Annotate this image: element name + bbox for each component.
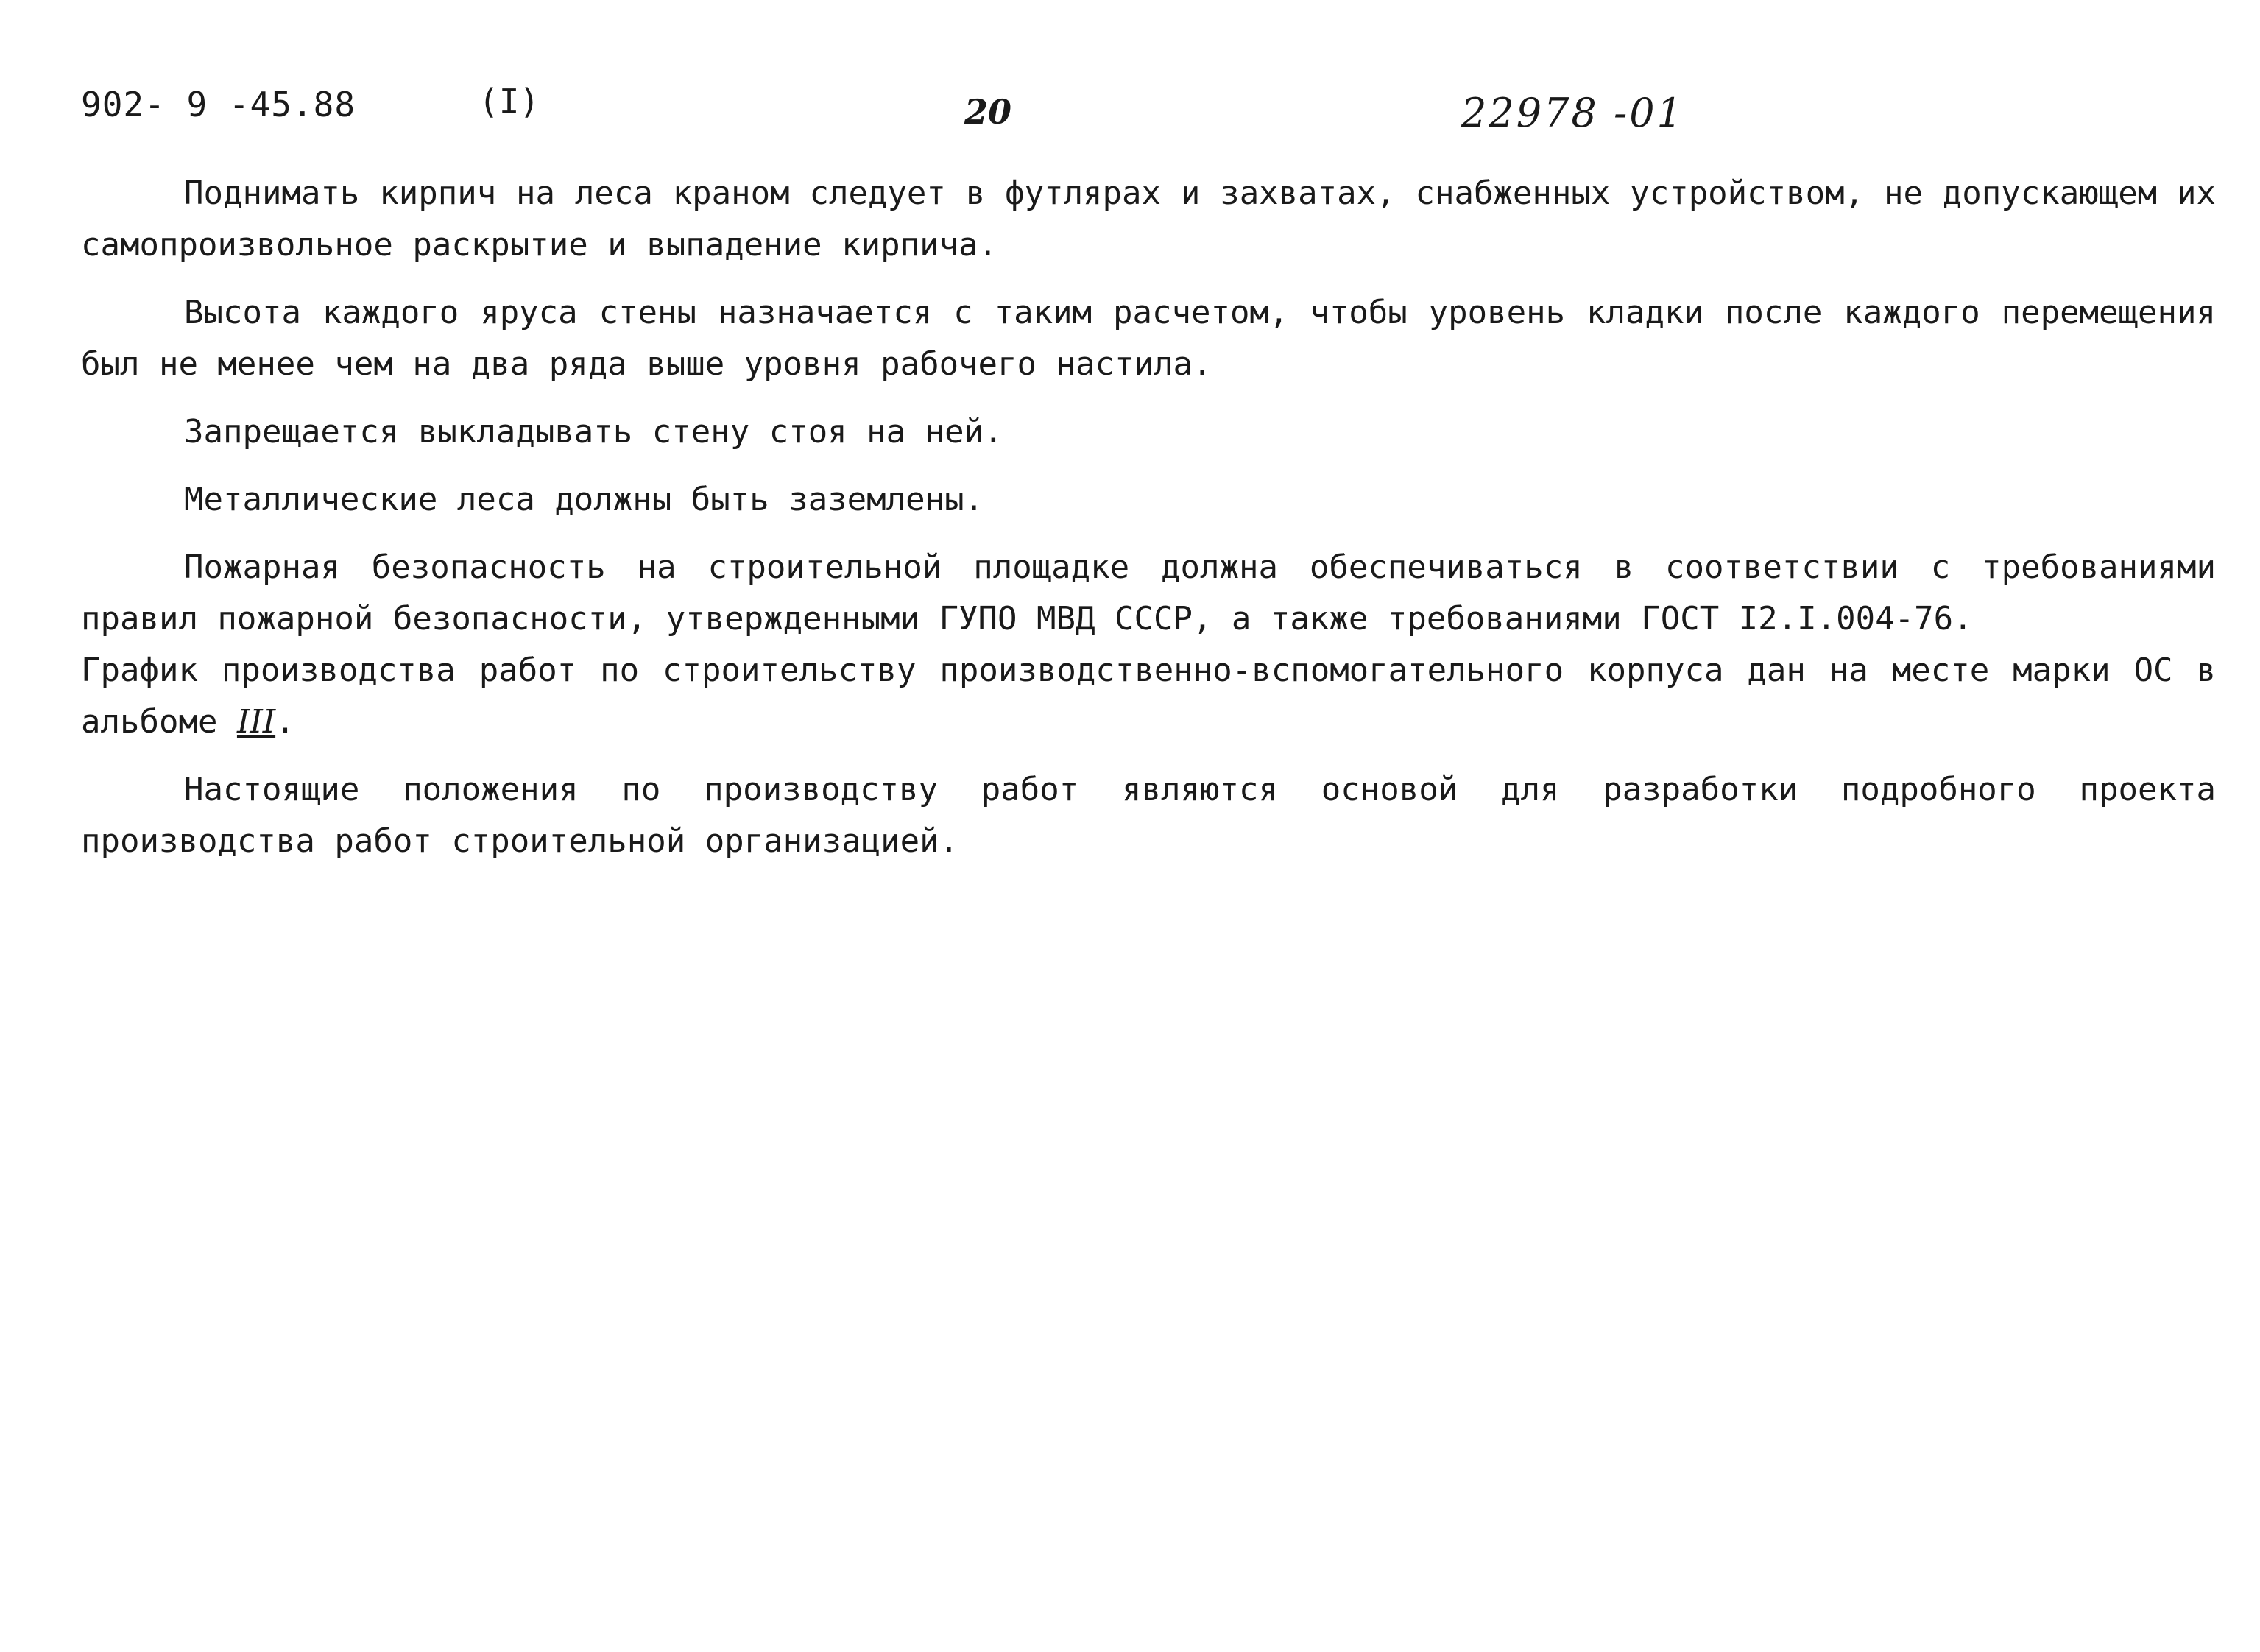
volume-number: (I): [479, 82, 540, 121]
document-body: [81, 168, 2216, 883]
paragraph-wall-tier-height: Высота каждого яруса стены назначается с таким расчетом, чтобы уровень кладки после каждого перемещения был не менее чем на два ряда выше уровня рабочего настила.: [81, 294, 2216, 383]
schedule-end: .: [275, 703, 295, 741]
paragraph-fire-safety: [81, 542, 2216, 645]
schedule-text: График производства работ по строительству производственно-вспомогательного корпуса дан на месте марки ОС в альбоме: [81, 652, 2216, 741]
paragraph-work-basis: Настоящие положения по производству работ являются основой для разработки подробного проекта производства работ строительной организацией.: [81, 771, 2216, 860]
page-number: 20: [964, 92, 1012, 132]
paragraph-work-schedule: [81, 645, 2216, 748]
fire-safety-text: Пожарная безопасность на строительной площадке должна обеспечиваться в соответствии с требованиями правил пожарной безопасности, утвержденными ГУПО МВД СССР, а также требованиями ГОСТ I2.I.004-76.: [81, 548, 2216, 638]
paragraph-wall-prohibition: Запрещается выкладывать стену стоя на ней.: [184, 413, 1003, 451]
album-reference: III: [236, 703, 276, 741]
paragraph-scaffold-grounding: Металлические леса должны быть заземлены.: [184, 481, 984, 518]
inventory-number: 22978 -01: [1461, 90, 1684, 136]
document-code: 902- 9 -45.88: [81, 85, 356, 124]
paragraph-brick-lifting: Поднимать кирпич на леса краном следует в футлярах и захватах, снабженных устройством, не допускающем их самопроизвольное раскрытие и выпадение кирпича.: [81, 174, 2216, 264]
